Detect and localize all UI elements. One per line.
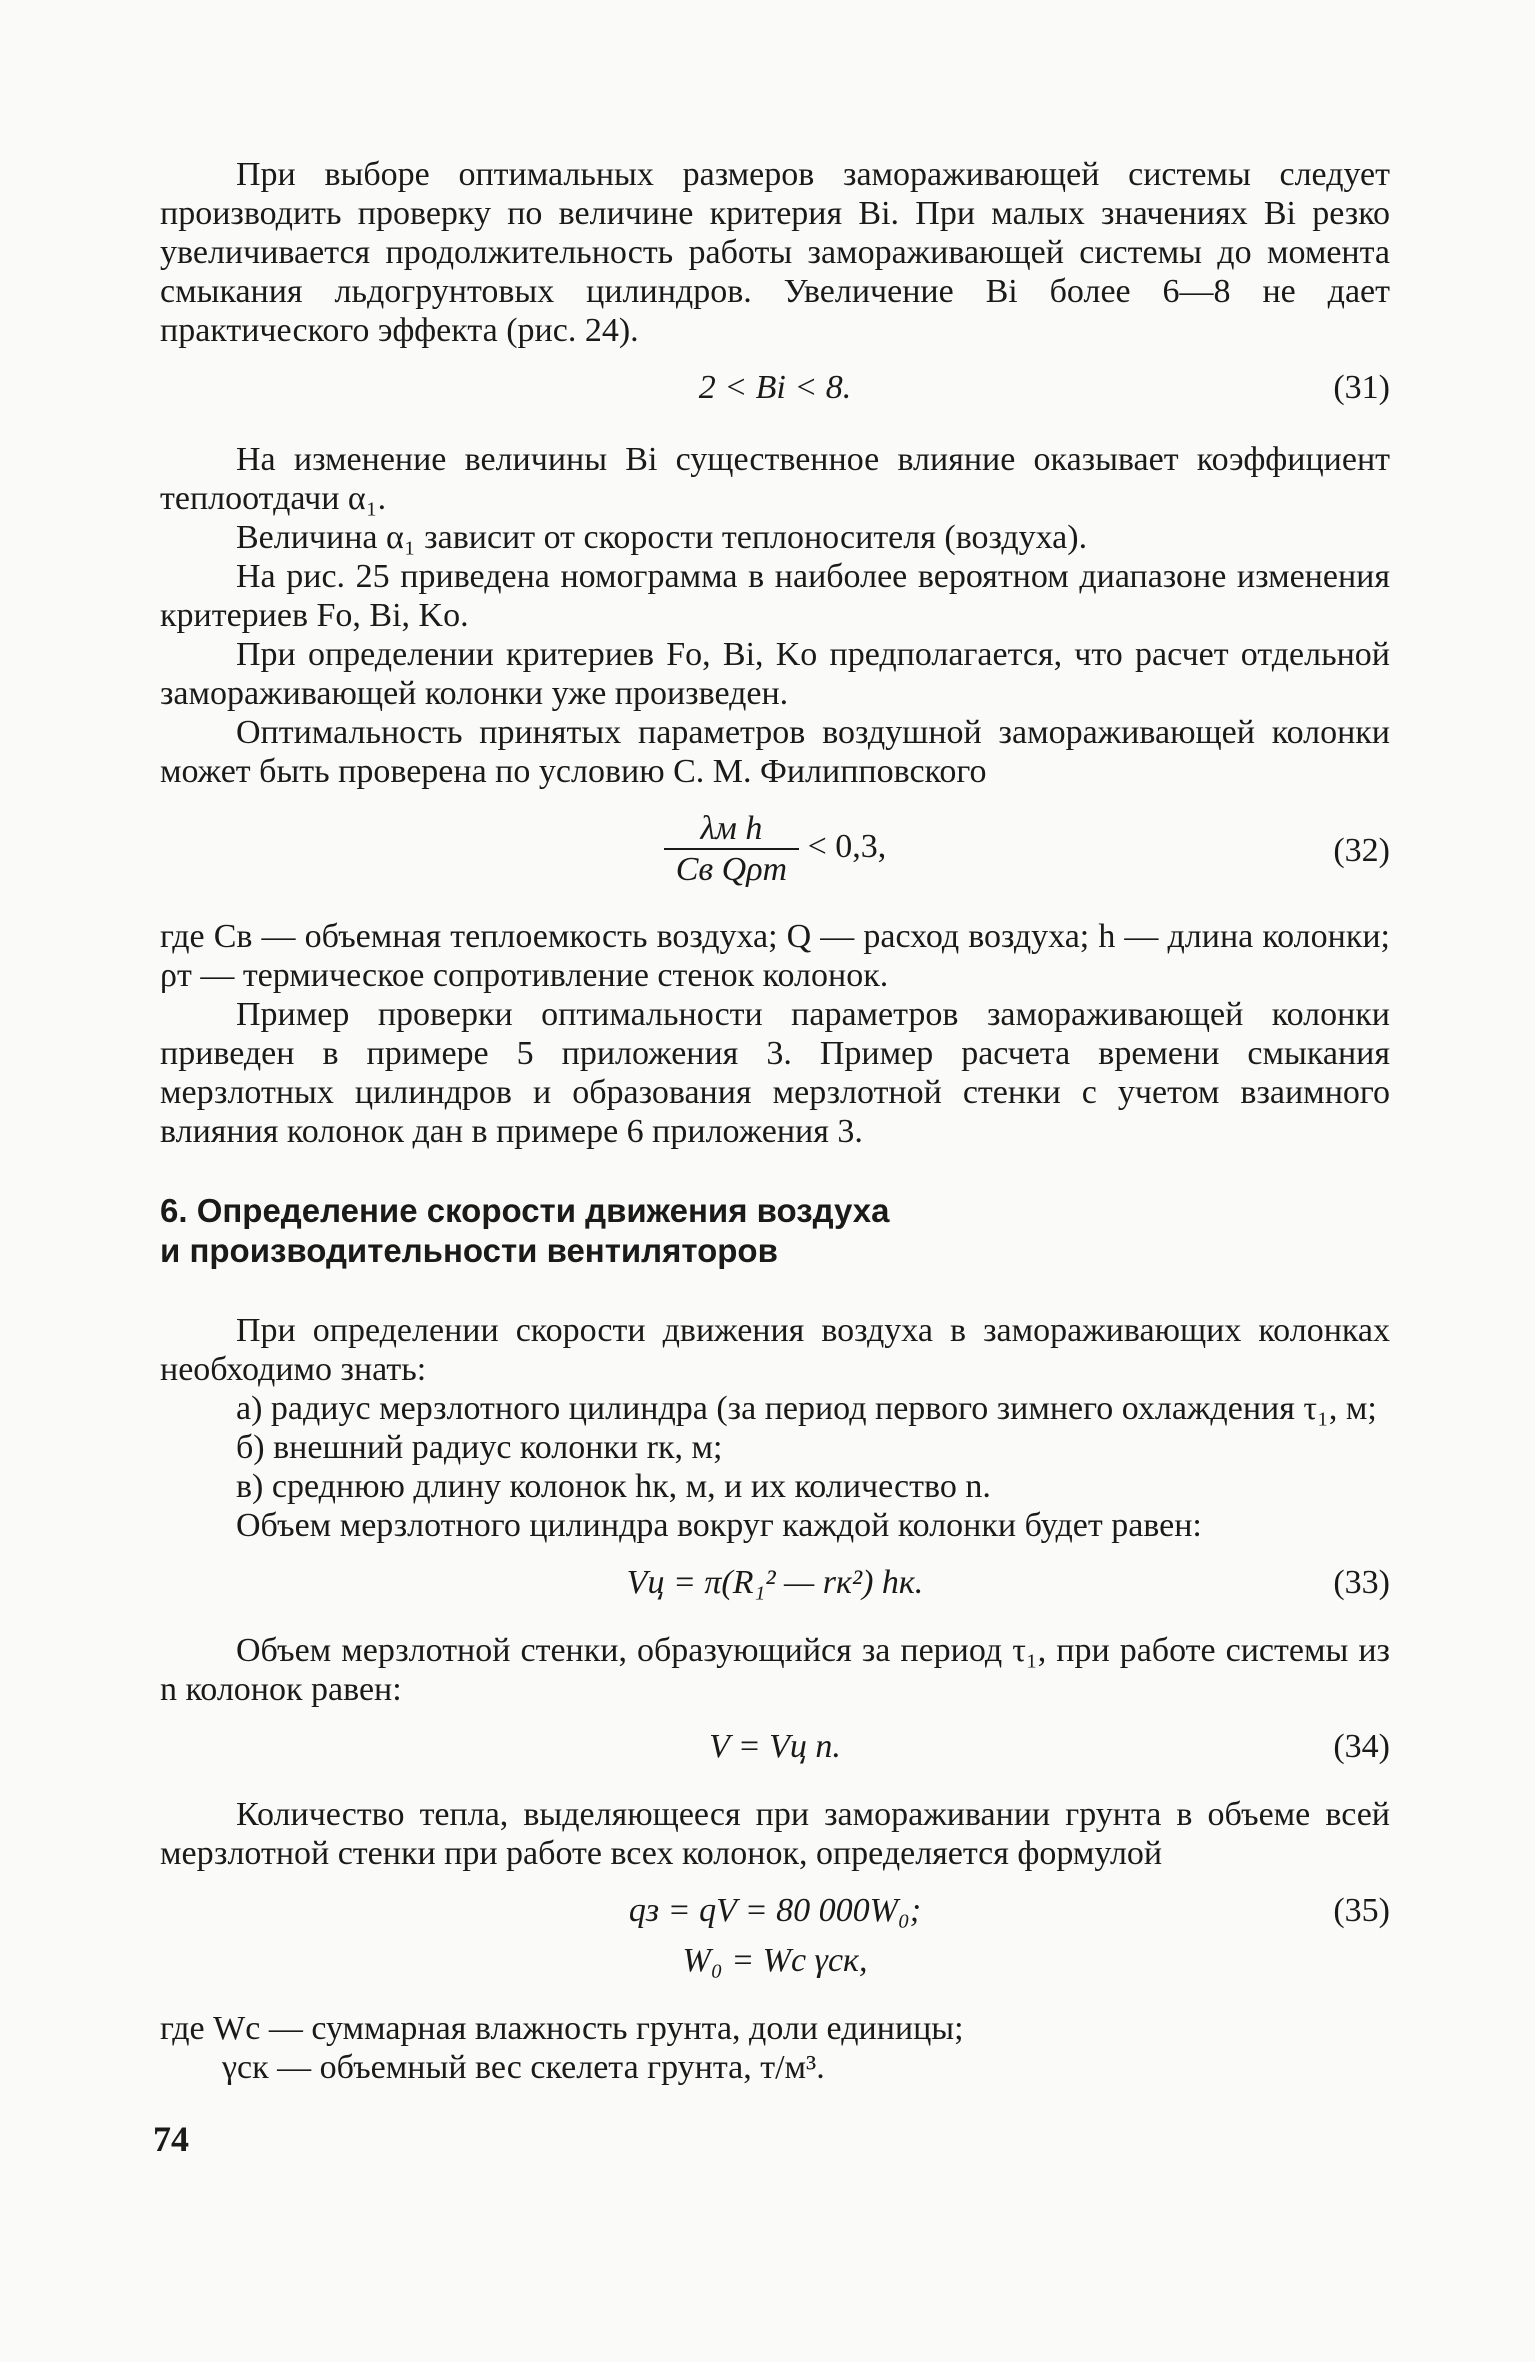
paragraph: где Cв — объемная теплоемкость воздуха; Q — расход воздуха; h — длина колонки; ρт — термическое сопротивление стенок колонок. xyxy=(160,918,1390,994)
paragraph: Количество тепла, выделяющееся при замораживании грунта в объеме всей мерзлотной стенки при работе всех колонок, определяется формулой xyxy=(160,1796,1390,1872)
fraction-numerator: λм h xyxy=(664,809,799,850)
equation-formula: 2 < Bi < 8. xyxy=(698,369,852,406)
list-item: а) радиус мерзлотного цилиндра (за период первого зимнего охлаждения τ₁, м; xyxy=(236,1390,1377,1427)
equation-number: (31) xyxy=(1333,369,1390,406)
fraction-denominator: Cв Qρт xyxy=(675,851,788,888)
paragraph: где Wс — суммарная влажность грунта, доли единицы; xyxy=(160,2010,964,2047)
paragraph: γск — объемный вес скелета грунта, т/м³. xyxy=(222,2049,825,2086)
paragraph: Объем мерзлотной стенки, образующийся за период τ₁, при работе системы из n колонок равен: xyxy=(160,1632,1390,1708)
paragraph: Объем мерзлотного цилиндра вокруг каждой колонки будет равен: xyxy=(236,1507,1202,1544)
equation-34 xyxy=(160,1727,1390,1777)
equation-formula: Vц = π(R₁² — rк²) hк. xyxy=(626,1564,924,1601)
equation-relation: < 0,3, xyxy=(807,827,887,865)
paragraph: На рис. 25 приведена номограмма в наиболее вероятном диапазоне изменения критериев Fo, Bi, Ko. xyxy=(160,558,1390,634)
equation-number: (32) xyxy=(1333,832,1390,869)
paragraph: Величина α₁ зависит от скорости теплоносителя (воздуха). xyxy=(236,519,1088,556)
list-item: в) среднюю длину колонок hк, м, и их количество n. xyxy=(236,1468,991,1505)
paragraph: При определении критериев Fo, Bi, Ko предполагается, что расчет отдельной замораживающей колонки уже произведен. xyxy=(160,636,1390,712)
paragraph: Оптимальность принятых параметров воздушной замораживающей колонки может быть проверена по условию С. М. Филипповского xyxy=(160,714,1390,790)
equation-35 xyxy=(160,1891,1390,1941)
equation-formula: V = Vц n. xyxy=(709,1728,841,1765)
equation-number: (33) xyxy=(1333,1564,1390,1601)
paragraph: При выборе оптимальных размеров замораживающей системы следует производить проверку по величине критерия Bi. При малых значениях Bi резко увеличивается продолжительность работы замораживающей системы до момента смыкания льдогрунтовых цилиндров. Увеличение Bi более 6—8 не дает практического эффекта (рис. 24). xyxy=(160,156,1390,349)
equation-33 xyxy=(160,1563,1390,1613)
equation-35b xyxy=(160,1941,1390,1991)
equation-number: (34) xyxy=(1333,1728,1390,1765)
equation-formula: qз = qV = 80 000W₀; xyxy=(628,1892,922,1929)
text-column xyxy=(160,155,1390,2087)
fraction xyxy=(664,809,799,889)
equation-number: (35) xyxy=(1333,1892,1390,1929)
section-heading-line: и производительности вентиляторов xyxy=(160,1232,778,1269)
paragraph: При определении скорости движения воздуха в замораживающих колонках необходимо знать: xyxy=(160,1312,1390,1388)
page-number: 74 xyxy=(153,2119,189,2159)
equation-31 xyxy=(160,368,1390,418)
section-heading-line: 6. Определение скорости движения воздуха xyxy=(160,1192,890,1229)
equation-32 xyxy=(160,809,1390,899)
equation-formula: W₀ = Wс γск, xyxy=(682,1942,868,1979)
list-item: б) внешний радиус колонки rк, м; xyxy=(236,1429,723,1466)
paragraph: Пример проверки оптимальности параметров замораживающей колонки приведен в примере 5 приложения 3. Пример расчета времени смыкания мерзлотных цилиндров и образования мерзлотной стенки с учетом взаимного влияния колонок дан в примере 6 приложения 3. xyxy=(160,996,1390,1150)
paragraph: На изменение величины Bi существенное влияние оказывает коэффициент теплоотдачи α₁. xyxy=(160,441,1390,517)
